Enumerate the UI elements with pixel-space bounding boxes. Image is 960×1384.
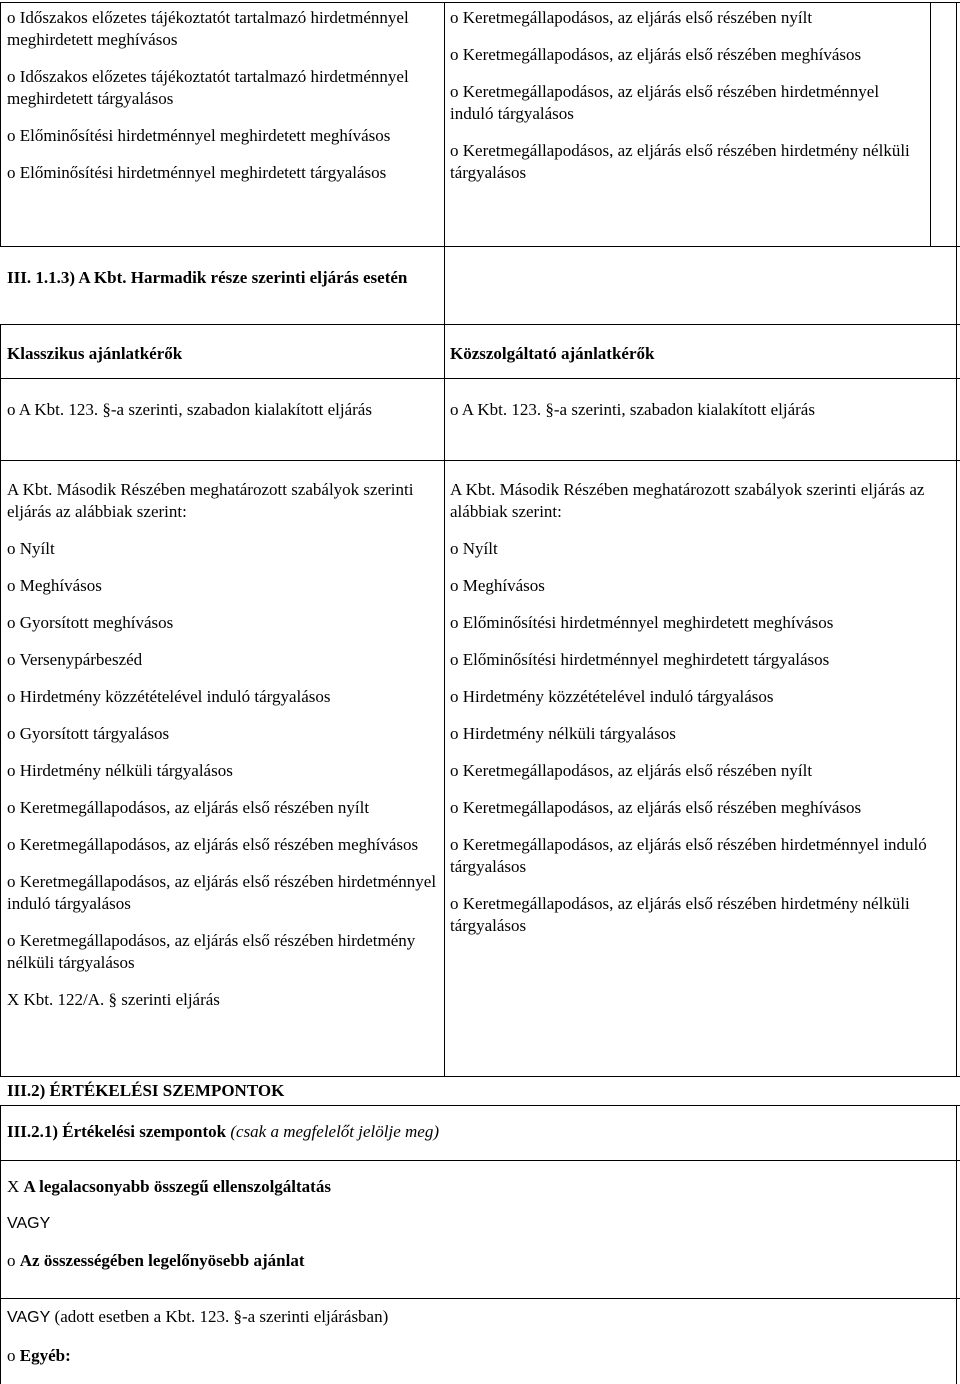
checkbox-option[interactable]: o Meghívásos [450,576,545,595]
checkbox-option[interactable]: o Keretmegállapodásos, az eljárás első részében hirdetmény nélküli tárgyalásos [450,894,910,935]
section-heading: III.2) ÉRTÉKELÉSI SZEMPONTOK [7,1081,285,1100]
rule [0,1105,960,1106]
rule [444,324,445,1076]
rule [444,2,445,246]
rule [0,378,960,379]
evaluation-option-best-value[interactable] [7,1250,304,1272]
rule [956,1105,957,1384]
rule [930,2,931,246]
top-right-options [450,7,925,184]
evaluation-subheading [7,1121,439,1143]
checkbox-option[interactable]: o Előminősítési hirdetménnyel meghirdetett meghívásos [7,126,391,145]
rule [0,246,960,247]
checkbox-option[interactable]: X Kbt. 122/A. § szerinti eljárás [7,990,220,1009]
checkbox-option[interactable]: o Keretmegállapodásos, az eljárás első részében hirdetmény nélküli tárgyalásos [450,141,910,182]
rule [444,246,445,324]
rule [956,2,957,246]
checkbox-option[interactable]: o Időszakos előzetes tájékoztatót tartalmazó hirdetménnyel meghirdetett tárgyalásos [7,67,409,108]
rule [0,1298,960,1299]
evaluation-option-lowest-price[interactable] [7,1176,331,1198]
checkbox-option[interactable]: o Keretmegállapodásos, az eljárás első részében hirdetmény nélküli tárgyalásos [7,931,416,972]
checkbox-option[interactable]: o Hirdetmény közzétételével induló tárgyalásos [7,687,331,706]
rule [0,1105,1,1384]
checkbox-option[interactable]: o Előminősítési hirdetménnyel meghirdetett tárgyalásos [7,163,387,182]
checkbox-option[interactable]: o Keretmegállapodásos, az eljárás első részében meghívásos [7,835,419,854]
checkbox-option[interactable]: o Hirdetmény nélküli tárgyalásos [450,724,676,743]
rule [0,1160,960,1161]
column-header-classic: Klasszikus ajánlatkérők [7,344,183,363]
column-header-utility: Közszolgáltató ajánlatkérők [450,344,655,363]
or-note [7,1306,388,1329]
rule [0,1076,960,1077]
checkbox-option[interactable]: o Keretmegállapodásos, az eljárás első részében nyílt [7,798,370,817]
option-label: A legalacsonyabb összegű ellenszolgáltatás [23,1177,331,1196]
checkbox-option[interactable]: o Keretmegállapodásos, az eljárás első részében meghívásos [450,798,862,817]
checkbox-option[interactable]: o Versenypárbeszéd [7,650,143,669]
evaluation-option-other[interactable] [7,1345,71,1367]
option-mark[interactable]: X [7,1177,20,1196]
rule [0,324,1,1076]
option-label: Egyéb: [19,1346,71,1365]
subheading-label: III.2.1) Értékelési szempontok [7,1122,227,1141]
checkbox-option[interactable]: o Keretmegállapodásos, az eljárás első részében hirdetménnyel induló tárgyalásos [450,835,927,876]
checkbox-option[interactable]: o Keretmegállapodásos, az eljárás első részében nyílt [450,8,813,27]
rule [956,246,957,324]
rule [0,460,960,461]
or-label: VAGY [7,1309,51,1326]
option-mark[interactable]: o [7,1251,16,1270]
checkbox-option[interactable]: o Keretmegállapodásos, az eljárás első részében hirdetménnyel induló tárgyalásos [450,82,880,123]
list-intro: A Kbt. Második Részében meghatározott szabályok szerinti eljárás az alábbiak szerint: [450,480,925,521]
option-mark[interactable]: o [7,1346,16,1365]
rule [0,2,1,246]
rule [0,2,960,3]
top-left-options [7,7,437,184]
checkbox-option[interactable]: o Meghívásos [7,576,102,595]
section-heading: III. 1.1.3) A Kbt. Harmadik része szerinti eljárás esetén [7,268,408,287]
checkbox-option[interactable]: o Nyílt [7,539,55,558]
or-label: VAGY [7,1215,51,1232]
checkbox-option[interactable]: o Hirdetmény közzétételével induló tárgyalásos [450,687,774,706]
rule [956,324,957,1076]
checkbox-option[interactable]: o Hirdetmény nélküli tárgyalásos [7,761,233,780]
checkbox-option[interactable]: o Időszakos előzetes tájékoztatót tartalmazó hirdetménnyel meghirdetett meghívásos [7,8,409,49]
checkbox-option[interactable]: o Gyorsított tárgyalásos [7,724,170,743]
subheading-note: (csak a megfelelőt jelölje meg) [230,1122,439,1141]
checkbox-option[interactable]: o Gyorsított meghívásos [7,613,174,632]
checkbox-option[interactable]: o Keretmegállapodásos, az eljárás első részében meghívásos [450,45,862,64]
checkbox-option[interactable]: o Előminősítési hirdetménnyel meghirdetett tárgyalásos [450,650,830,669]
classic-procedure-list [7,479,437,1011]
checkbox-option[interactable]: o A Kbt. 123. §-a szerinti, szabadon kialakított eljárás [450,400,815,419]
checkbox-option[interactable]: o Keretmegállapodásos, az eljárás első részében nyílt [450,761,813,780]
list-intro: A Kbt. Második Részében meghatározott szabályok szerinti eljárás az alábbiak szerint: [7,480,414,521]
checkbox-option[interactable]: o Keretmegállapodásos, az eljárás első részében hirdetménnyel induló tárgyalásos [7,872,437,913]
checkbox-option[interactable]: o Nyílt [450,539,498,558]
utility-procedure-list [450,479,950,937]
checkbox-option[interactable]: o Előminősítési hirdetménnyel meghirdetett meghívásos [450,613,834,632]
rule [0,324,960,325]
option-label: Az összességében legelőnyösebb ajánlat [19,1251,305,1270]
checkbox-option[interactable]: o A Kbt. 123. §-a szerinti, szabadon kialakított eljárás [7,400,372,419]
or-note-text: (adott esetben a Kbt. 123. §-a szerinti eljárásban) [54,1307,389,1326]
